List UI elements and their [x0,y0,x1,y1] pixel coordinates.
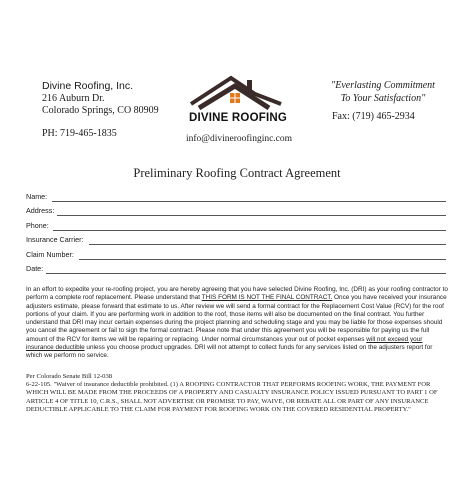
paragraph-text: In an effort to expedite your re-roofing project, you are hereby agreeing that you have selected Divine Roofing, Inc. (DRI) as your roofing contractor to perform a complete roof replacement. Please understand that [26,286,448,302]
statute-heading: Per Colorado Senate Bill 12-038 [26,373,113,380]
field-label: Claim Number: [26,249,74,259]
company-logo [185,74,291,150]
company-email[interactable]: info@divineroofinginc.com [185,134,293,144]
field-line[interactable] [46,273,446,274]
field-line[interactable] [79,259,446,260]
paragraph-underlined-notice: THIS FORM IS NOT THE FINAL CONTRACT. [201,294,333,302]
roof-house-icon [185,74,291,114]
field-line[interactable] [57,215,446,216]
field-claim-number[interactable] [26,248,446,262]
field-date[interactable] [26,262,446,276]
customer-fields [26,190,446,276]
field-label: Insurance Carrier: [26,235,84,245]
field-line[interactable] [53,230,446,231]
field-label: Name: [26,192,48,201]
company-name: Divine Roofing, Inc. [42,80,134,92]
logo-brand-name: DIVINE ROOFING [188,112,287,124]
company-address-line1: 216 Auburn Dr. [42,92,105,104]
company-slogan [318,80,448,105]
field-phone[interactable] [26,219,446,233]
field-label: Phone: [26,220,49,230]
field-label: Address: [26,206,55,216]
statute-section [26,373,448,414]
field-line[interactable] [89,244,446,245]
company-phone: PH: 719-465-1835 [42,127,117,139]
paragraph-text: unless you choose product upgrades. DRI will not attempt to collect funds for any services listed on the adjusters report for which we perform no service. [26,344,433,360]
field-name[interactable] [26,190,446,204]
field-line[interactable] [52,201,446,202]
company-address-line2: Colorado Springs, CO 80909 [42,105,159,116]
slogan-line-1: "Everlasting Commitment [331,80,435,91]
slogan-line-2: To Your Satisfaction" [340,92,426,104]
paragraph-text: Once you have received your insurance adjusters estimate, please forward that estimate to us. After review we will send a formal contract for the Replacement Cost Value (RCV) for the roof portions of your claim. If you are performing work in addition to the roof, those items will also be documented on the final contract. You further understand that DRI may incur certain expenses during the project planning and scheduling stage and you may be liable for those expenses should you cancel the agreement or fail to sign the formal contract. Please note that under this agreement you will be responsible for paying us the full amount of the RCV for items we will be repairing or replacing. Under normal circumstances your out of pocket expenses [26,294,447,343]
field-insurance-carrier[interactable] [26,233,446,247]
document-title: Preliminary Roofing Contract Agreement [133,166,341,180]
company-fax: Fax: (719) 465-2934 [332,111,415,122]
field-label: Date: [26,263,44,273]
agreement-paragraph [26,286,448,361]
paragraph-underlined-deductible: will not exceed your insurance deductible [26,335,423,352]
field-address[interactable] [26,204,446,218]
company-info [42,80,159,140]
statute-text: 6-22-105. "Waiver of insurance deductible prohibited. (1) A ROOFING CONTRACTOR THAT PERFORMS ROOFING WORK, THE PAYMENT FOR WHICH WILL BE MADE FROM THE PROCEEDS OF A PROPERTY AND CASUALTY INSURANCE POLICY ISSUED PURSUANT TO PART 1 OF ARTICLE 4 OF TITLE 10, C.R.S., SHALL NOT ADVERTISE OR PROMISE TO PAY, WAIVE, OR REBATE ALL OR PART OF ANY INSURANCE DEDUCTIBLE APPLICABLE TO THE CLAIM FOR PAYMENT FOR ROOFING WORK ON THE COVERED RESIDENTIAL PROPERTY." [26,381,438,413]
